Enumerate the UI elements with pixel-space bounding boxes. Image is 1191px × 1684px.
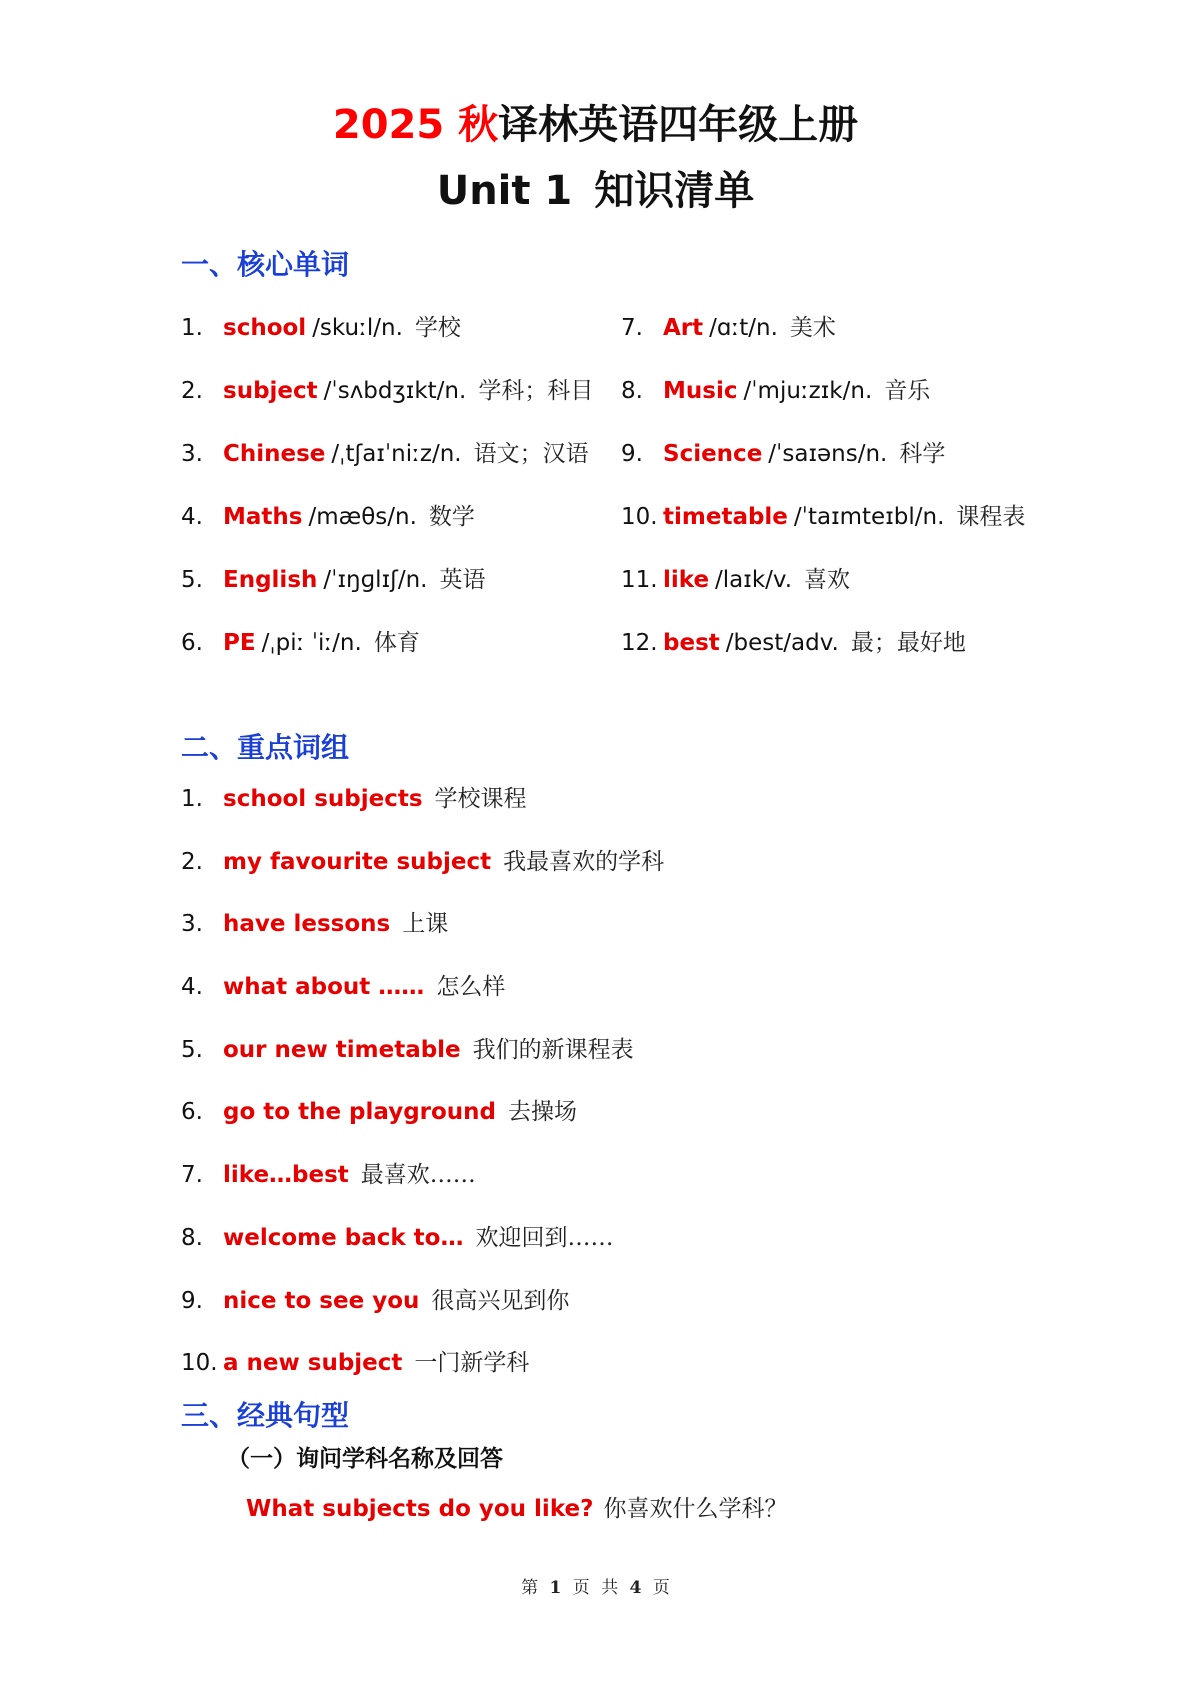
phrase-english: nice to see you bbox=[223, 1287, 420, 1314]
vocab-item bbox=[621, 312, 1061, 375]
phrase-meaning: 我最喜欢的学科 bbox=[503, 848, 665, 875]
vocab-number: 4. bbox=[181, 504, 203, 530]
title-unit: Unit 1 bbox=[436, 168, 573, 214]
vocab-item bbox=[181, 438, 621, 501]
vocab-phonetic: /ˌtʃaɪˈniːz/n. bbox=[331, 441, 462, 467]
phrase-number: 5. bbox=[181, 1036, 203, 1063]
sentence-chinese: 你喜欢什么学科？ bbox=[603, 1496, 788, 1522]
vocab-phonetic: /ˈɪŋɡlɪʃ/n. bbox=[323, 567, 428, 593]
vocab-meaning: 数学 bbox=[428, 504, 475, 530]
vocab-item bbox=[181, 375, 621, 438]
vocab-number: 3. bbox=[181, 441, 203, 467]
phrase-english: have lessons bbox=[223, 911, 391, 938]
phrase-number: 6. bbox=[181, 1099, 203, 1126]
phrase-number: 9. bbox=[181, 1287, 203, 1314]
phrase-meaning: 最喜欢…… bbox=[360, 1162, 476, 1189]
vocab-meaning: 课程表 bbox=[956, 504, 1026, 530]
vocab-phonetic: /laɪk/v. bbox=[715, 567, 793, 593]
phrase-number: 7. bbox=[181, 1162, 203, 1189]
phrase-english: welcome back to… bbox=[223, 1224, 464, 1251]
vocab-phonetic: /ˈsaɪəns/n. bbox=[768, 441, 888, 467]
vocab-phonetic: /ˈmjuːzɪk/n. bbox=[743, 378, 873, 404]
phrase-number: 10. bbox=[181, 1350, 218, 1377]
footer-suffix: 页 bbox=[652, 1578, 670, 1598]
phrase-item bbox=[181, 1222, 981, 1285]
vocab-number: 2. bbox=[181, 378, 203, 404]
section-heading-sentences: 三、经典句型 bbox=[181, 1399, 350, 1432]
vocab-number: 12. bbox=[621, 630, 658, 656]
title-book: 译林英语四年级上册 bbox=[498, 102, 859, 148]
vocab-word: like bbox=[663, 567, 710, 593]
vocab-item bbox=[621, 627, 1061, 690]
vocab-phonetic: /mæθs/n. bbox=[308, 504, 417, 530]
section-heading-vocab: 一、核心单词 bbox=[181, 248, 350, 281]
phrase-meaning: 很高兴见到你 bbox=[431, 1287, 570, 1314]
vocab-column-left bbox=[181, 312, 621, 690]
vocab-meaning: 英语 bbox=[439, 567, 486, 593]
vocab-item bbox=[621, 501, 1061, 564]
vocab-column-right bbox=[621, 312, 1061, 690]
phrase-meaning: 欢迎回到…… bbox=[475, 1224, 614, 1251]
title-subtitle: 知识清单 bbox=[594, 168, 755, 214]
vocab-meaning: 学校 bbox=[414, 315, 461, 341]
vocab-meaning: 学科；科目 bbox=[478, 378, 594, 404]
phrase-english: what about …… bbox=[223, 974, 425, 1001]
vocab-word: PE bbox=[223, 630, 256, 656]
vocab-meaning: 科学 bbox=[899, 441, 946, 467]
vocab-item bbox=[621, 375, 1061, 438]
phrase-english: go to the playground bbox=[223, 1099, 497, 1126]
vocab-word: Music bbox=[663, 378, 738, 404]
phrase-number: 4. bbox=[181, 974, 203, 1001]
phrase-meaning: 上课 bbox=[402, 911, 449, 938]
section-heading-phrases: 二、重点词组 bbox=[181, 731, 350, 764]
phrase-english: our new timetable bbox=[223, 1036, 461, 1063]
vocab-number: 7. bbox=[621, 315, 643, 341]
vocab-phonetic: /skuːl/n. bbox=[312, 315, 403, 341]
phrase-meaning: 学校课程 bbox=[434, 786, 527, 812]
vocab-item bbox=[181, 627, 621, 690]
phrase-item bbox=[181, 971, 981, 1034]
phrase-item bbox=[181, 908, 981, 971]
vocab-item bbox=[181, 564, 621, 627]
vocab-number: 9. bbox=[621, 441, 643, 467]
sentence-pattern bbox=[246, 1493, 787, 1525]
footer-total-pages: 4 bbox=[629, 1578, 642, 1598]
phrase-number: 8. bbox=[181, 1224, 203, 1251]
vocab-item bbox=[181, 312, 621, 375]
vocab-word: Maths bbox=[223, 504, 303, 530]
phrase-number: 1. bbox=[181, 786, 203, 812]
phrase-meaning: 一门新学科 bbox=[414, 1350, 530, 1377]
phrase-meaning: 去操场 bbox=[508, 1099, 578, 1126]
phrase-item bbox=[181, 783, 981, 846]
vocab-word: school bbox=[223, 315, 307, 341]
phrase-english: a new subject bbox=[223, 1350, 403, 1377]
vocab-word: Science bbox=[663, 441, 763, 467]
phrase-english: school subjects bbox=[223, 786, 423, 812]
footer-page-number: 1 bbox=[549, 1578, 562, 1598]
phrase-meaning: 我们的新课程表 bbox=[472, 1036, 634, 1063]
sentence-subheading: （一）询问学科名称及回答 bbox=[227, 1445, 503, 1472]
phrase-english: like…best bbox=[223, 1162, 349, 1189]
vocab-number: 8. bbox=[621, 378, 643, 404]
vocab-item bbox=[621, 438, 1061, 501]
vocab-word: English bbox=[223, 567, 318, 593]
vocab-item bbox=[181, 501, 621, 564]
vocab-word: Chinese bbox=[223, 441, 326, 467]
footer-middle: 页 共 bbox=[572, 1578, 619, 1598]
vocab-phonetic: /best/adv. bbox=[725, 630, 839, 656]
title-year-season: 2025 秋 bbox=[332, 102, 499, 148]
vocab-word: timetable bbox=[663, 504, 788, 530]
vocab-number: 5. bbox=[181, 567, 203, 593]
vocab-number: 10. bbox=[621, 504, 658, 530]
vocab-phonetic: /ˈtaɪmteɪbl/n. bbox=[793, 504, 945, 530]
vocab-meaning: 体育 bbox=[373, 630, 420, 656]
vocab-number: 11. bbox=[621, 567, 658, 593]
vocab-number: 1. bbox=[181, 315, 203, 341]
vocab-number: 6. bbox=[181, 630, 203, 656]
phrase-number: 3. bbox=[181, 911, 203, 938]
phrase-number: 2. bbox=[181, 848, 203, 875]
vocab-meaning: 喜欢 bbox=[804, 567, 851, 593]
vocab-word: subject bbox=[223, 378, 318, 404]
vocab-phonetic: /ˌpiː ˈiː/n. bbox=[261, 630, 362, 656]
vocab-meaning: 最；最好地 bbox=[850, 630, 966, 656]
phrase-item bbox=[181, 1159, 981, 1222]
vocab-phonetic: /ɑːt/n. bbox=[709, 315, 778, 341]
document-title bbox=[0, 100, 1191, 150]
vocab-item bbox=[621, 564, 1061, 627]
phrase-item bbox=[181, 846, 981, 909]
vocab-meaning: 美术 bbox=[789, 315, 836, 341]
footer-prefix: 第 bbox=[521, 1578, 539, 1598]
phrase-item bbox=[181, 1285, 981, 1348]
vocab-meaning: 语文；汉语 bbox=[473, 441, 589, 467]
vocab-word: Art bbox=[663, 315, 704, 341]
vocab-phonetic: /ˈsʌbdʒɪkt/n. bbox=[323, 378, 467, 404]
phrase-list bbox=[181, 783, 981, 1410]
vocab-word: best bbox=[663, 630, 720, 656]
sentence-english: What subjects do you like? bbox=[246, 1496, 594, 1522]
phrase-meaning: 怎么样 bbox=[436, 974, 506, 1001]
phrase-item bbox=[181, 1096, 981, 1159]
phrase-item bbox=[181, 1034, 981, 1097]
page-footer bbox=[0, 1576, 1191, 1600]
document-subtitle bbox=[0, 164, 1191, 218]
phrase-english: my favourite subject bbox=[223, 848, 492, 875]
vocab-meaning: 音乐 bbox=[884, 378, 931, 404]
